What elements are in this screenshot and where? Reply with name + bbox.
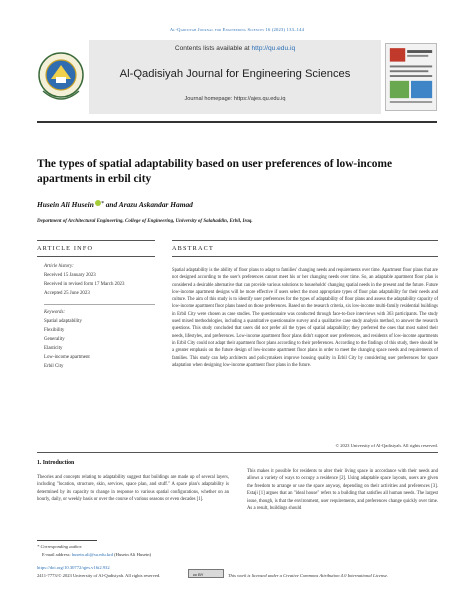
journal-homepage[interactable]: Journal homepage: https://ajes.qu.edu.iq [184,96,286,102]
divider [172,256,438,257]
received-date: Received 15 January 2023 [44,273,96,278]
keyword: Elasticity [44,346,63,351]
history-label: Article history: [44,264,74,269]
issn-line: 2411-7773/© 2023 University of Al-Qadisiyah. All rights reserved. [37,573,161,578]
corresponding-mark: * [100,201,104,207]
cc-badge-text: cc BY [193,571,204,577]
email-label: E-mail address: [42,552,72,557]
footnote-divider [37,540,97,541]
author-name: Husein Ali Husein [37,200,94,209]
divider [37,452,438,453]
doi-text[interactable]: https://doi.org/10.30772/qjes.v16i2.932 [37,565,110,570]
keyword: Erbil City [44,364,64,369]
keyword: Spatial adaptability [44,319,82,324]
author-line [37,200,193,209]
keyword: Flexibility [44,328,65,333]
divider [172,240,438,241]
email-owner: (Husein Ali Husein) [112,552,152,557]
journal-title: Al-Qadisiyah Journal for Engineering Sciences [119,68,351,80]
paper-title: The types of spatial adaptability based on user preferences of low-income apartments in erbil city [37,158,393,185]
corresponding-author-note: * Corresponding author. [37,544,83,549]
journal-cover-image [385,43,437,111]
email-line [42,552,151,557]
journal-site-link[interactable]: http://qu.edu.iq [251,45,296,52]
running-head: Al-Qadisiyah Journal for Engineering Sciences 16 (2023) 133–144 [169,27,305,32]
doi-link[interactable] [37,565,110,570]
keyword: Generality [44,337,65,342]
license-statement: This work is licensed under a Creative Commons Attribution 4.0 International License. [228,573,389,578]
author-conjunction: and [105,200,118,209]
abstract-heading: ABSTRACT [172,245,214,252]
section-heading: 1. Introduction [37,460,75,466]
journal-banner [37,40,437,114]
accepted-date: Accepted 25 June 2023 [44,291,90,296]
header-divider [37,121,437,123]
divider [44,304,155,305]
copyright-notice: © 2023 University of Al-Qadisiyah. All rights reserved. [335,443,438,448]
keywords-label: Keywords: [44,310,66,315]
cc-license-badge[interactable] [188,569,224,578]
article-info-heading: ARTICLE INFO [37,245,94,252]
revised-date: Received in revised form 17 March 2023 [44,282,125,287]
affiliation: Department of Architectural Engineering, College of Engineering, University of Salahaddin, Erbil, Iraq. [37,219,253,224]
body-column-right: This makes it possible for residents to alter their living space in accordance with their needs and allows a variety of ways to occupy a residence [2]. Using adaptable space layouts, users are given the freedom to arrange or use the space anyway, depending on their activities and preferences [3]. Estaji [1] argues that an "ideal house" refers to a building that satisfies all human needs. The largest issue, though, is that the environment, user requirements, and preferences change quickly over time. As a result, buildings should [247,469,438,512]
university-logo [37,47,85,109]
contents-line [89,45,381,52]
journal-info-box [89,40,381,114]
email-link[interactable]: husein.ali@su.edu.krd [71,552,113,557]
author-name: Arazu Askandar Hamad [118,200,193,209]
divider [37,256,155,257]
contents-prefix: Contents lists available at [174,45,252,52]
abstract-text: Spatial adaptability is the ability of floor plans to adapt to families' changing needs and requirements over time. Apartment floor plans that are not designed according to the user's preferences cannot meet his or her changing needs over time. So, an adaptable apartment floor plan is considered a desirable alternative that can provide various solutions to households' changing spatial needs in the present and the future. Future low-income apartment designs will be more effective if users select the most appropriate types of floor plan adaptability for their needs and culture. The aim of this study is to identify user preferences for the types of adaptability of floor plans and assess the adaptability capacity of low-income apartment floor plans based on those preferences. Based on the research criteria, six low-income multi-family residential buildings in Erbil City were chosen as case studies. The questionnaire was conducted through face-to-face interviews with 363 participants. The study used mixed methodologies, including a quantitative questionnaire survey and a qualitative case study analysis method, to answer the research questions. This study concluded that users did not prefer all the types of spatial adaptability; they preferred the ones that most suited their needs, lifestyles, and preferences. Low-income apartment floor plans didn't support user preferences, and residents of low-income apartments in Erbil City could not adapt their apartment floor plans according to their preferences. According to the findings of this study, there should be a greater emphasis on the future design of low-income apartment floor plans in order to meet the changing space needs and requirements of families. This study can help architects and policymakers improve housing quality in Erbil City by considering user preferences for space adaptation when designing low-income apartment floor plans in the future. [172,268,438,368]
body-column-left: Theories and concepts relating to adaptability suggest that buildings are made up of several layers, including "location, structure, skin, services, space plan, and stuff." A space plan's adaptability is determined by its capacity to change in response to various spatial configurations, whether on an hourly, daily, or weekly basis or over the course of various seasons or even decades [1]. [37,475,229,503]
divider [37,240,155,241]
keyword: Low-income apartment [44,355,90,360]
